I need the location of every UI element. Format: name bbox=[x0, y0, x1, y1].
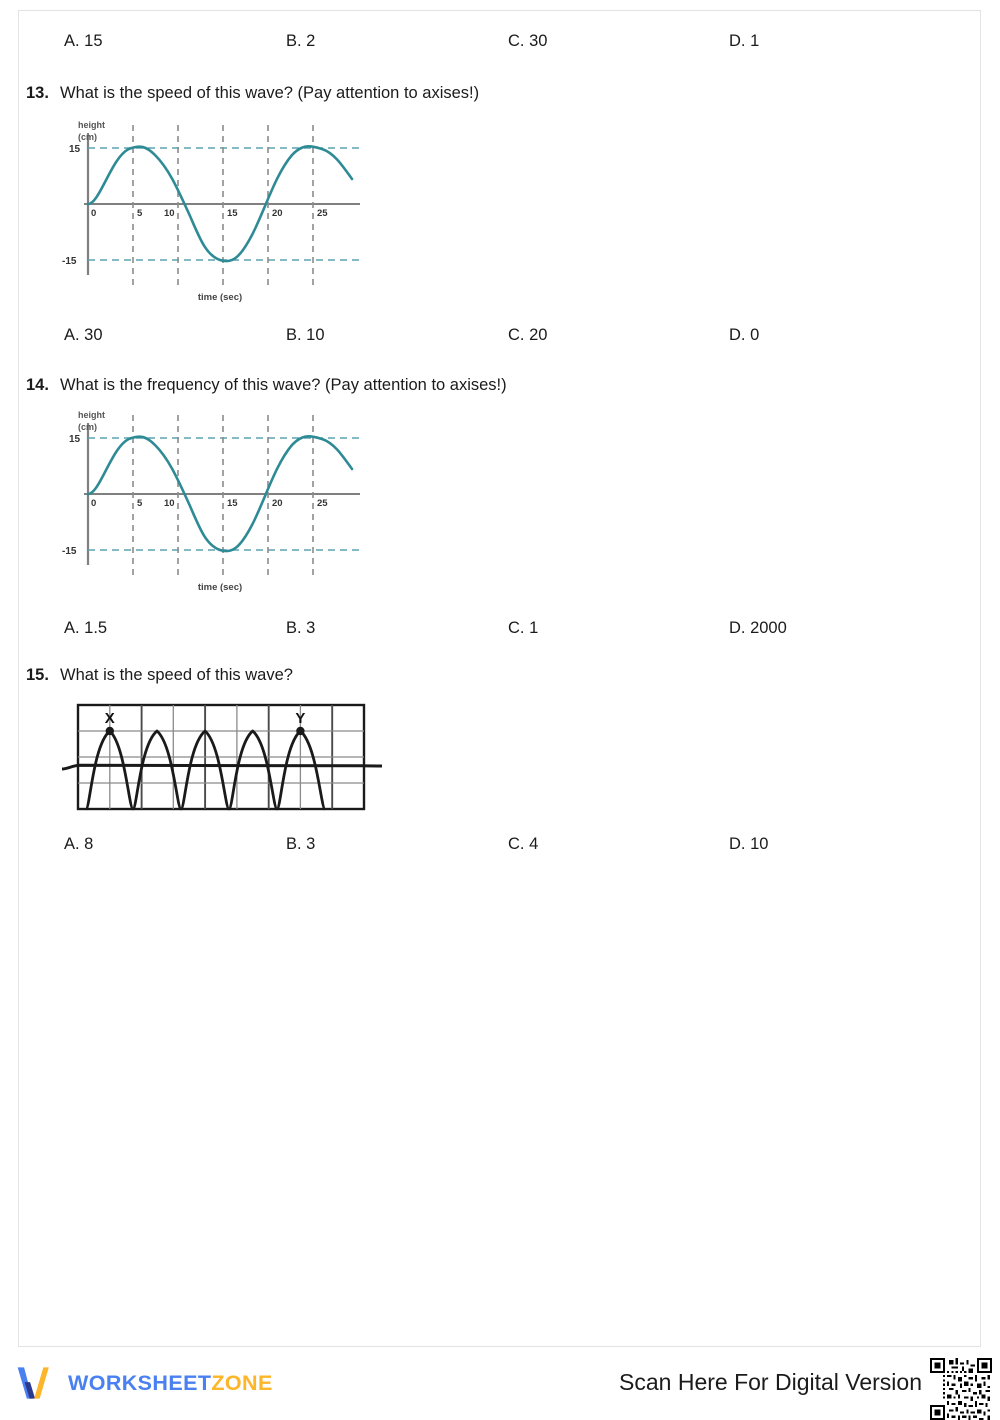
point-label-x: X bbox=[104, 710, 115, 727]
y-tick-neg15: -15 bbox=[62, 256, 77, 267]
option-c[interactable]: C. 1 bbox=[508, 619, 539, 637]
question-15-number: 15. bbox=[26, 666, 49, 684]
y-axis-label-line1: height bbox=[78, 120, 105, 130]
x-tick-15: 15 bbox=[227, 498, 238, 509]
point-marker-x bbox=[106, 727, 114, 735]
y-tick-15: 15 bbox=[69, 144, 81, 155]
question-15 bbox=[26, 663, 956, 687]
x-tick-15: 15 bbox=[227, 208, 238, 219]
options-row-14 bbox=[0, 615, 1000, 641]
question-14-number: 14. bbox=[26, 376, 49, 394]
x-tick-5: 5 bbox=[137, 208, 143, 219]
worksheet-zone-logo[interactable] bbox=[14, 1361, 273, 1405]
option-c[interactable]: C. 20 bbox=[508, 326, 548, 344]
x-tick-0: 0 bbox=[91, 498, 97, 509]
question-14-text: What is the frequency of this wave? (Pay attention to axises!) bbox=[60, 376, 507, 394]
wave-graph-2 bbox=[60, 405, 390, 595]
y-axis-label-line2: (cm) bbox=[78, 422, 98, 432]
option-d[interactable]: D. 0 bbox=[729, 326, 760, 344]
x-tick-10: 10 bbox=[164, 498, 175, 509]
qr-code-icon[interactable] bbox=[930, 1358, 992, 1420]
logo-text bbox=[68, 1371, 273, 1396]
option-a[interactable]: A. 15 bbox=[64, 32, 103, 50]
option-b[interactable]: B. 2 bbox=[286, 32, 316, 50]
y-tick-neg15: -15 bbox=[62, 546, 77, 557]
logo-v-icon bbox=[14, 1363, 58, 1403]
option-a[interactable]: A. 8 bbox=[64, 835, 94, 853]
point-label-y: Y bbox=[295, 710, 306, 727]
question-14 bbox=[26, 373, 956, 397]
question-13-number: 13. bbox=[26, 84, 49, 102]
y-axis-label-line2: (cm) bbox=[78, 132, 98, 142]
question-13-text: What is the speed of this wave? (Pay attention to axises!) bbox=[60, 84, 480, 102]
question-13 bbox=[26, 81, 956, 105]
logo-text-zone: ZONE bbox=[211, 1370, 273, 1395]
wave-graph-1 bbox=[60, 115, 390, 305]
option-b[interactable]: B. 3 bbox=[286, 619, 316, 637]
option-d[interactable]: D. 1 bbox=[729, 32, 760, 50]
y-tick-15: 15 bbox=[69, 434, 81, 445]
scan-prompt-text: Scan Here For Digital Version bbox=[619, 1369, 922, 1395]
x-tick-5: 5 bbox=[137, 498, 143, 509]
x-axis-label: time (sec) bbox=[197, 292, 243, 303]
x-tick-10: 10 bbox=[164, 208, 175, 219]
wave-grid-xy bbox=[62, 697, 382, 822]
wave-graph-1-svg bbox=[60, 115, 390, 305]
page-footer bbox=[0, 1355, 1000, 1414]
logo-text-worksheet: WORKSHEET bbox=[68, 1370, 212, 1395]
x-axis-label: time (sec) bbox=[197, 582, 243, 593]
x-tick-25: 25 bbox=[317, 208, 328, 219]
option-b[interactable]: B. 3 bbox=[286, 835, 316, 853]
option-b[interactable]: B. 10 bbox=[286, 326, 325, 344]
option-a[interactable]: A. 30 bbox=[64, 326, 103, 344]
wave-graph-2-svg bbox=[60, 405, 390, 595]
x-tick-20: 20 bbox=[272, 498, 283, 509]
x-tick-20: 20 bbox=[272, 208, 283, 219]
question-15-text: What is the speed of this wave? bbox=[60, 666, 293, 684]
y-axis-label-line1: height bbox=[78, 410, 105, 420]
options-row-13 bbox=[0, 322, 1000, 348]
x-tick-25: 25 bbox=[317, 498, 328, 509]
options-row-15 bbox=[0, 831, 1000, 857]
options-row-12 bbox=[0, 28, 1000, 54]
option-d[interactable]: D. 2000 bbox=[729, 619, 787, 637]
option-a[interactable]: A. 1.5 bbox=[64, 619, 108, 637]
wave-grid-xy-svg bbox=[62, 697, 382, 822]
option-d[interactable]: D. 10 bbox=[729, 835, 769, 853]
point-marker-y bbox=[296, 727, 304, 735]
x-tick-0: 0 bbox=[91, 208, 97, 219]
option-c[interactable]: C. 30 bbox=[508, 32, 548, 50]
option-c[interactable]: C. 4 bbox=[508, 835, 539, 853]
